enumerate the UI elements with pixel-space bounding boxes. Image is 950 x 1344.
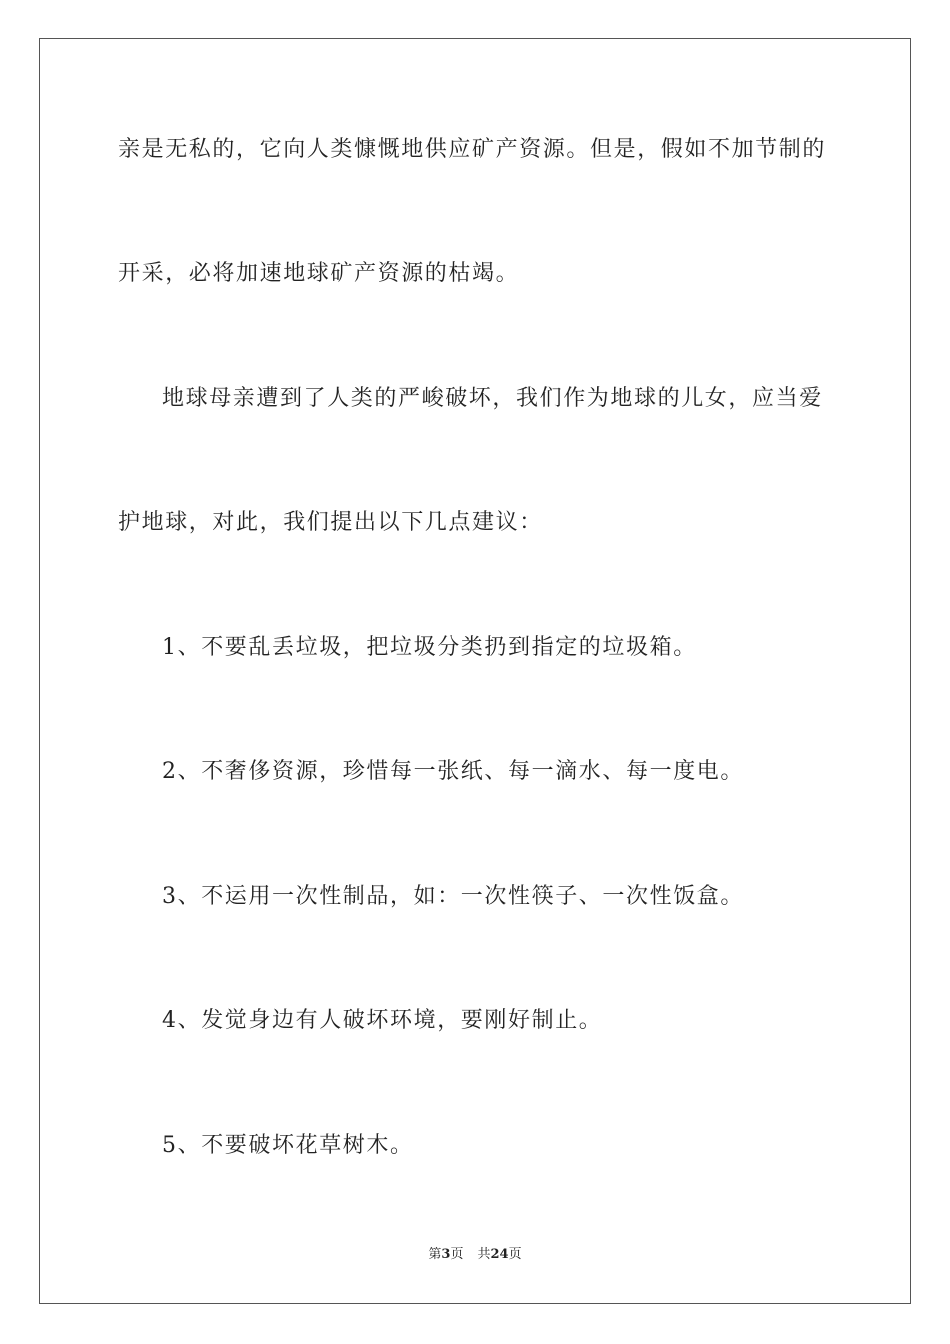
page-footer (0, 1246, 950, 1264)
page-prefix: 第 (428, 1247, 442, 1262)
list-item: 3、不运用一次性制品，如：一次性筷子、一次性饭盒。 (162, 884, 744, 909)
paragraph-line: 地球母亲遭到了人类的严峻破坏，我们作为地球的儿女，应当爱 (162, 386, 823, 411)
list-item: 1、不要乱丢垃圾，把垃圾分类扔到指定的垃圾箱。 (162, 635, 697, 660)
paragraph-line: 亲是无私的，它向人类慷慨地供应矿产资源。但是，假如不加节制的 (118, 137, 827, 162)
total-prefix: 共 (477, 1247, 491, 1262)
list-item: 2、不奢侈资源，珍惜每一张纸、每一滴水、每一度电。 (162, 759, 744, 784)
list-item: 4、发觉身边有人破坏环境，要刚好制止。 (162, 1008, 603, 1033)
list-item: 5、不要破坏花草树木。 (162, 1133, 414, 1158)
page-current: 3 (441, 1247, 451, 1262)
paragraph-line: 护地球，对此，我们提出以下几点建议： (118, 510, 543, 535)
paragraph-line: 开采，必将加速地球矿产资源的枯竭。 (118, 261, 520, 286)
page-total: 24 (490, 1247, 509, 1262)
total-suffix: 页 (508, 1247, 522, 1262)
page-suffix: 页 (450, 1247, 464, 1262)
page-frame (39, 38, 911, 1304)
